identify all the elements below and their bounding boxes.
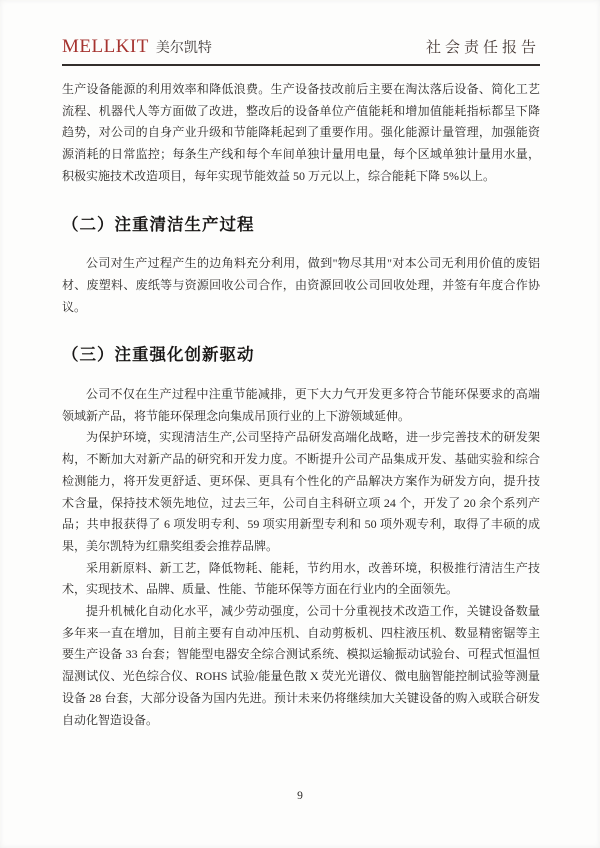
section3-paragraph-2: 为保护环境，实现清洁生产,公司坚持产品研发高端化战略，进一步完善技术的研发架构，不断加大对新产品的研究和开发力度。不断提升公司产品集成开发、基础实验和综合检测能力，将开发更舒适、更环保、更具有个性化的产品解决方案作为研发方向，提升技术含量，保持技术领先地位，过去三年，公司自主科研立项 24 个，开发了 20 余个系列产品；共申报获得了 6 项发明专利、59 项实用新型专利和 50 项外观专利，取得了丰硕的成果，美尔凯特为红鼎奖组委会推荐品牌。 <box>62 430 540 553</box>
section3-paragraph-1: 公司不仅在生产过程中注重节能减排，更下大力气开发更多符合节能环保要求的高端领域新产品，将节能环保理念向集成吊顶行业的上下游领域延伸。 <box>62 387 540 423</box>
document-body <box>62 79 540 731</box>
section3-heading: （三）注重强化创新驱动 <box>62 346 255 365</box>
page-footer <box>0 786 600 804</box>
document-title: 社会责任报告 <box>425 40 540 56</box>
section2-paragraph-1: 公司对生产过程产生的边角料充分利用，做到"物尽其用"对本公司无利用价值的废铝材、废塑料、废纸等与资源回收公司合作，由资源回收公司回收处理，并签有年度合作协议。 <box>62 256 540 314</box>
paragraph-continued: 生产设备能源的利用效率和降低浪费。生产设备技改前后主要在淘汰落后设备、简化工艺流程、机器代人等方面做了改进，整改后的设备单位产值能耗和增加值能耗指标都呈下降趋势，对公司的自身产业升级和节能降耗起到了重要作用。强化能源计量管理，加强能资源消耗的日常监控；每条生产线和每个车间单独计量用电量，每个区域单独计量用水量，积极实施技术改造项目，每年实现节能效益 50 万元以上，综合能耗下降 5%以上。 <box>62 82 540 183</box>
page-number: 9 <box>297 790 303 802</box>
page-header <box>62 0 540 66</box>
brand-name-chinese: 美尔凯特 <box>155 41 212 56</box>
section3-paragraph-4: 提升机械化自动化水平，减少劳动强度，公司十分重视技术改造工作，关键设备数量多年来一直在增加，目前主要有自动冲压机、自动剪板机、四柱液压机、数显精密锯等主要生产设备 33 台套；智能型电器安全综合测试系统、模拟运输振动试验台、可程式恒温恒湿测试仪、光色综合仪、ROHS 试验/能量色散 X 荧光光谱仪、微电脑智能控制试验等测量设备 28 台套，大部分设备为国内先进。预计未来仍将继续加大关键设备的购入或联合研发自动化智造设备。 <box>62 604 540 727</box>
section2-heading: （二）注重清洁生产过程 <box>62 215 255 234</box>
page-content <box>62 0 540 731</box>
section3-paragraph-3: 采用新原料、新工艺，降低物耗、能耗，节约用水，改善环境，积极推行清洁生产技术，实现技术、品牌、质量、性能、节能环保等方面在行业内的全面领先。 <box>62 560 540 597</box>
brand-logo <box>62 36 212 58</box>
brand-name-english: MELLKIT <box>62 36 149 57</box>
